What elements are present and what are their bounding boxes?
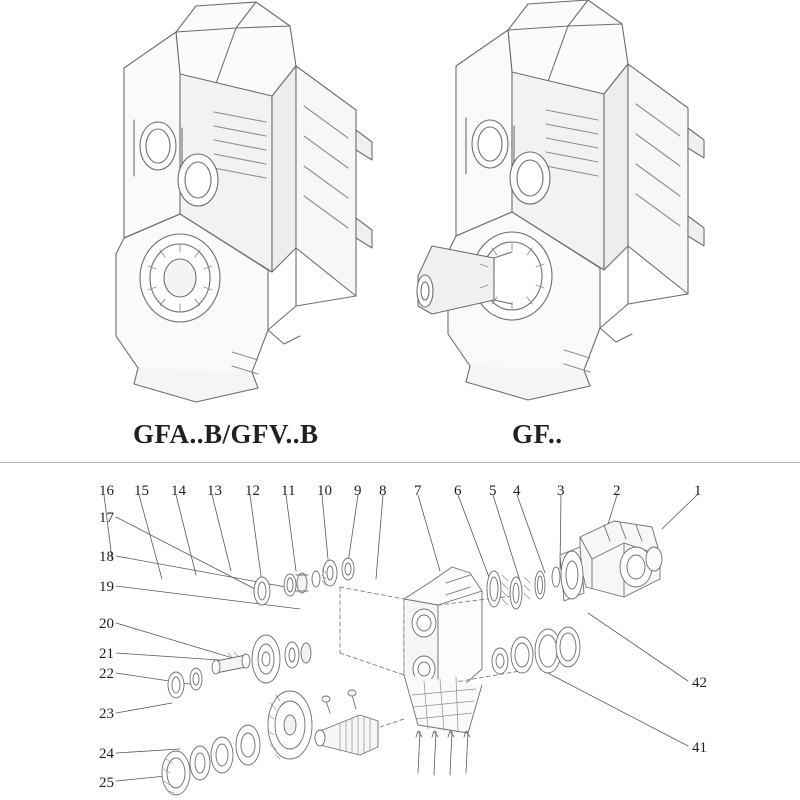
callout-22: 22 — [99, 666, 114, 682]
callout-18: 18 — [99, 549, 114, 565]
callout-10: 10 — [317, 483, 332, 499]
callout-6: 6 — [454, 483, 462, 499]
callout-7: 7 — [414, 483, 422, 499]
lower-parts-row — [162, 690, 378, 795]
motor-adapter-part — [580, 521, 662, 597]
callout-17: 17 — [99, 510, 114, 526]
callout-3: 3 — [557, 483, 565, 499]
callout-19: 19 — [99, 579, 114, 595]
callout-25: 25 — [99, 775, 114, 791]
adapter-flange-part — [560, 547, 584, 601]
callout-8: 8 — [379, 483, 387, 499]
callout-11: 11 — [281, 483, 296, 499]
callout-5: 5 — [489, 483, 497, 499]
callout-2: 2 — [613, 483, 621, 499]
right-gearbox-drawing — [417, 0, 704, 400]
caption-right: GF.. — [512, 419, 563, 449]
callout-13: 13 — [207, 483, 222, 499]
caption-left: GFA..B/GFV..B — [133, 419, 319, 449]
callout-20: 20 — [99, 616, 114, 632]
callout-4: 4 — [513, 483, 521, 499]
callout-16: 16 — [99, 483, 114, 499]
middle-parts-row — [168, 635, 311, 698]
upper-parts-row — [254, 558, 354, 605]
callout-9: 9 — [354, 483, 362, 499]
exploded-parts-diagram — [0, 463, 800, 800]
callout-41: 41 — [692, 740, 707, 756]
left-gearbox-drawing — [116, 2, 372, 402]
callout-14: 14 — [171, 483, 186, 499]
callout-15: 15 — [134, 483, 149, 499]
callout-42: 42 — [692, 675, 707, 691]
callout-23: 23 — [99, 706, 114, 722]
callout-21: 21 — [99, 646, 114, 662]
callout-12: 12 — [245, 483, 260, 499]
callout-24: 24 — [99, 746, 114, 762]
callout-1: 1 — [694, 483, 702, 499]
exploded-diagram-artwork — [0, 463, 800, 800]
